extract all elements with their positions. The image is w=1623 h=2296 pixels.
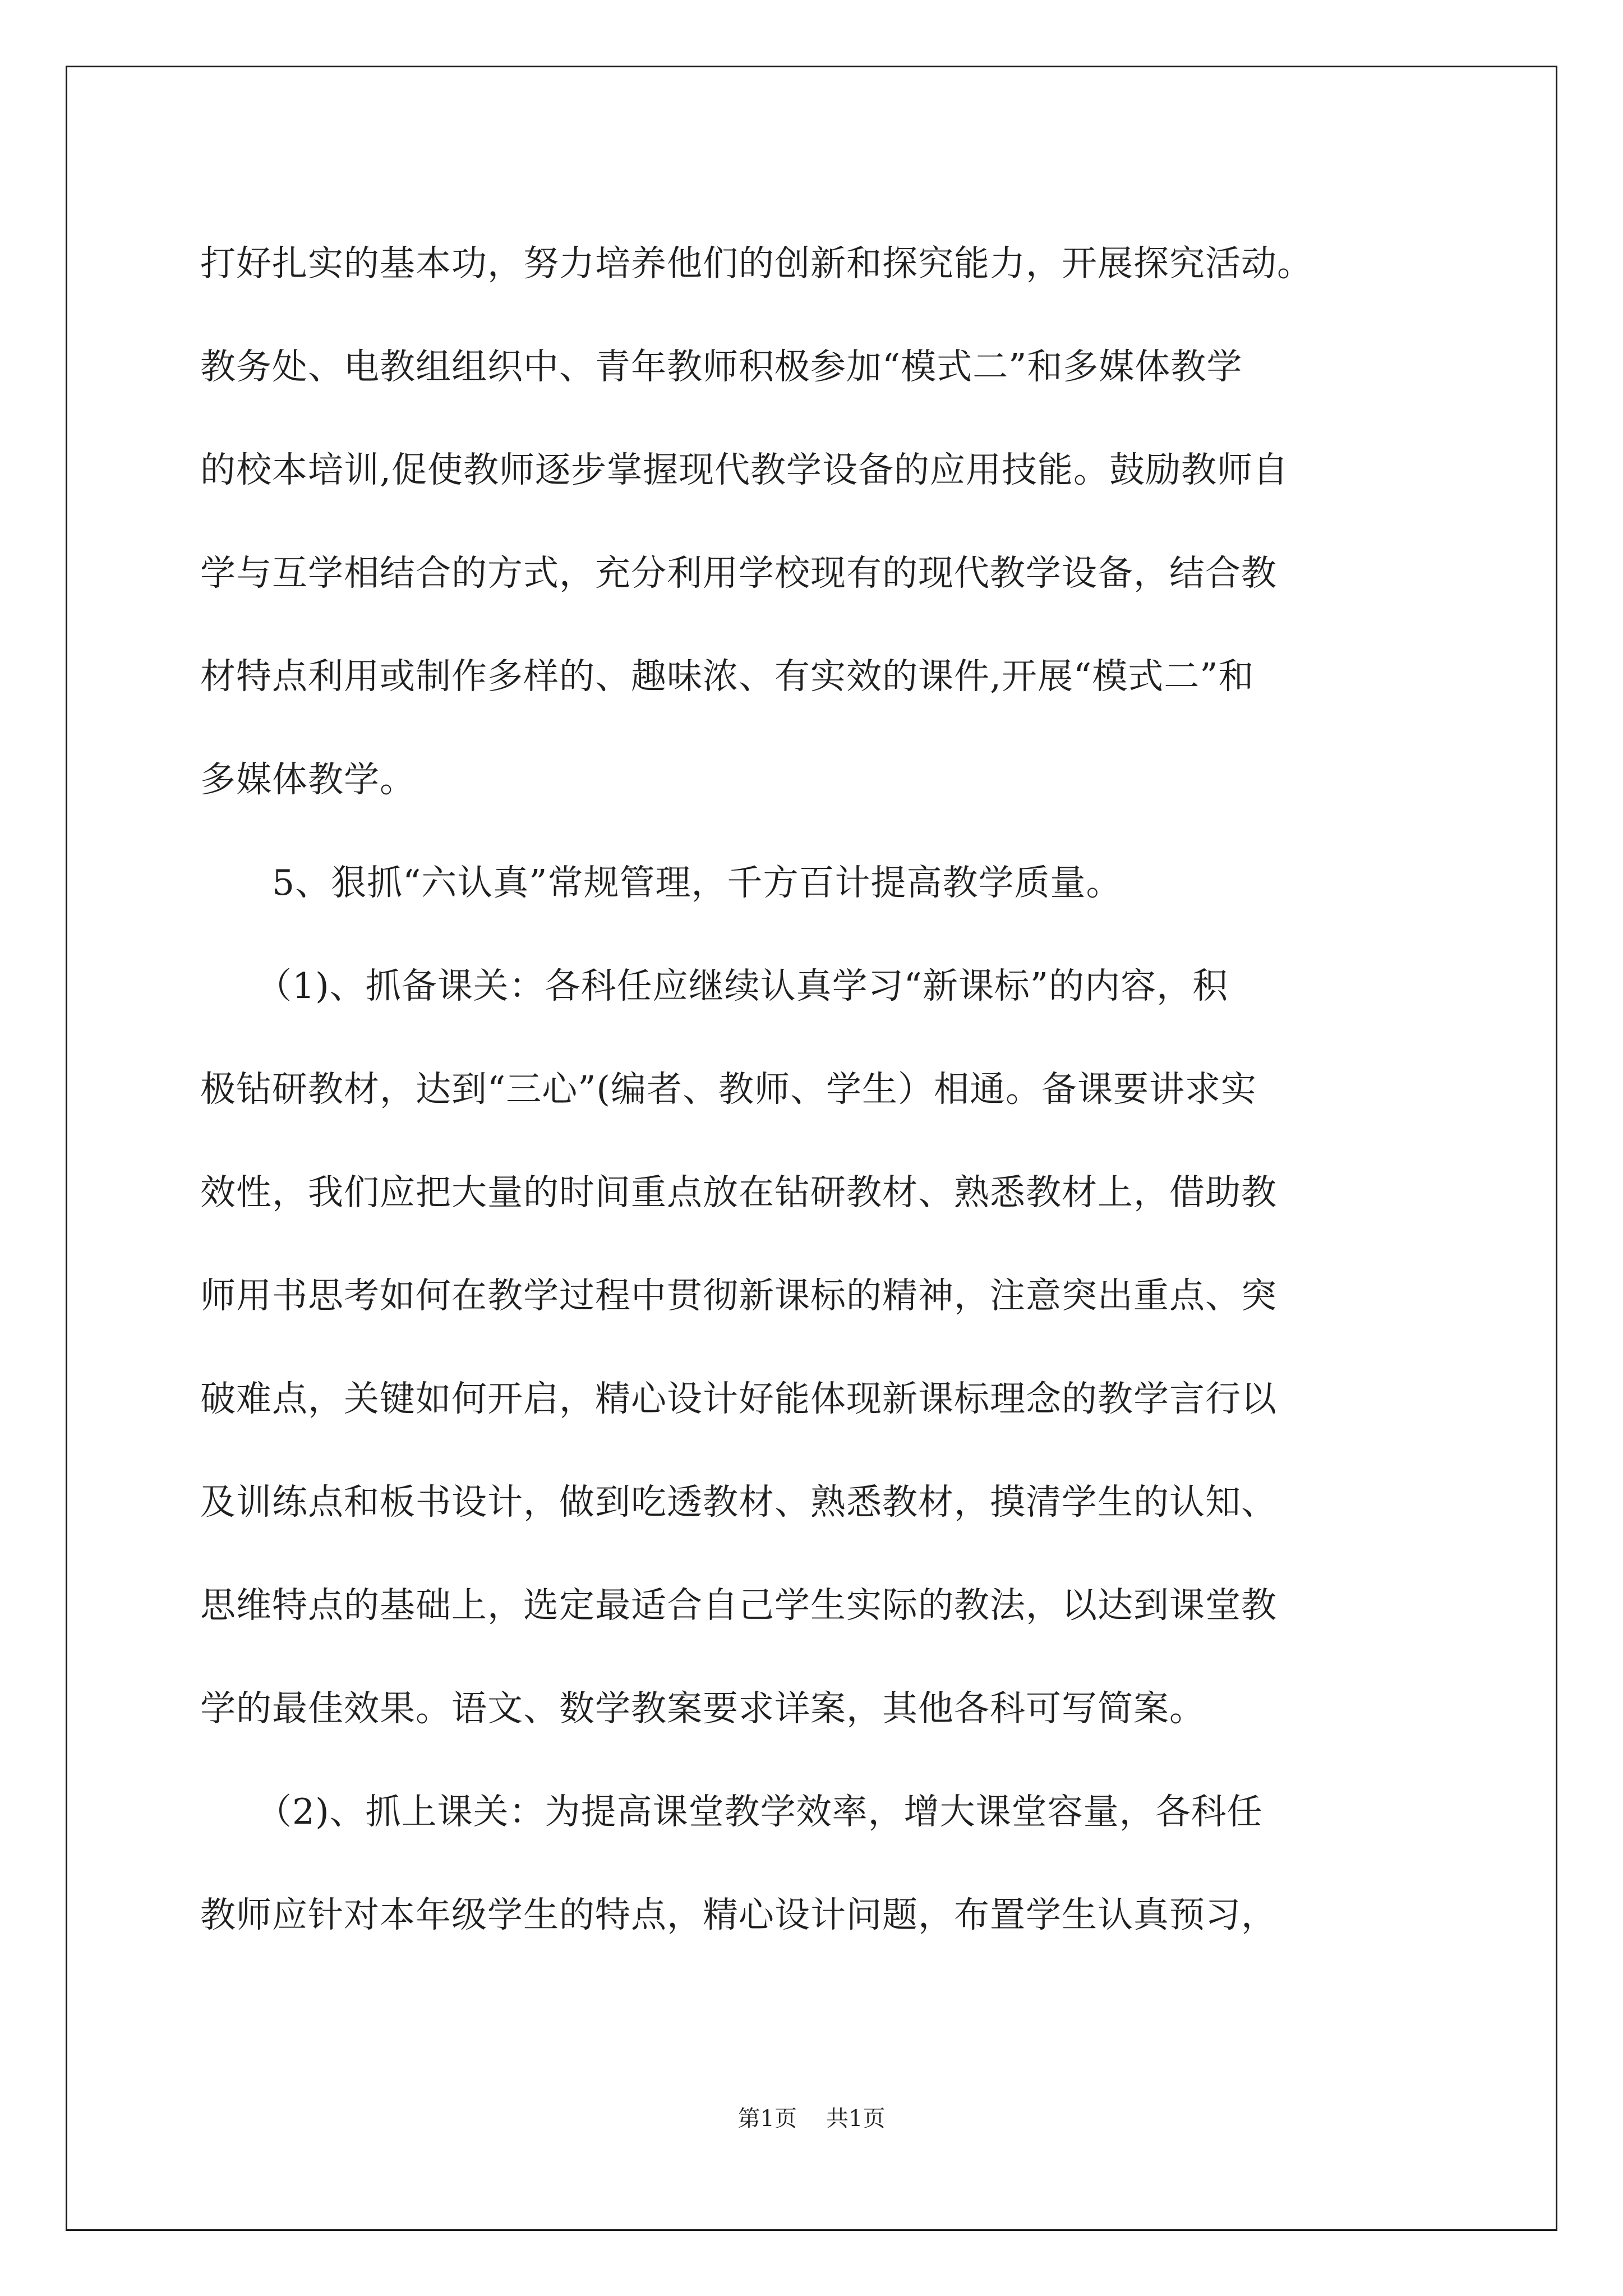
page-footer <box>0 2101 1623 2133</box>
body-line: 思维特点的基础上，选定最适合自己学生实际的教法，以达到课堂教 <box>200 1585 1277 1626</box>
section-heading: 5、狠抓“六认真”常规管理，千方百计提高教学质量。 <box>272 862 1122 903</box>
body-line: 学的最佳效果。语文、数学教案要求详案，其他各科可写简案。 <box>200 1688 1205 1729</box>
body-line: 师用书思考如何在教学过程中贯彻新课标的精神，注意突出重点、突 <box>200 1275 1277 1316</box>
body-line: 教务处、电教组组织中、青年教师积极参加“模式二”和多媒体教学 <box>200 346 1243 387</box>
paragraph-start: （2)、抓上课关：为提高课堂教学效率，增大课堂容量，各科任 <box>256 1791 1263 1832</box>
body-line: 打好扎实的基本功，努力培养他们的创新和探究能力，开展探究活动。 <box>200 243 1313 284</box>
body-line: 学与互学相结合的方式，充分利用学校现有的现代教学设备，结合教 <box>200 553 1277 593</box>
body-line: 极钻研教材，达到“三心”(编者、教师、学生）相通。备课要讲求实 <box>200 1069 1257 1110</box>
document-body <box>200 212 1462 1967</box>
body-line: 及训练点和板书设计，做到吃透教材、熟悉教材，摸清学生的认知、 <box>200 1481 1277 1522</box>
page-number: 第1页 <box>737 2106 797 2132</box>
page-total: 共1页 <box>826 2106 886 2132</box>
body-line: 的校本培训,促使教师逐步掌握现代教学设备的应用技能。鼓励教师自 <box>200 449 1289 490</box>
body-line: 材特点利用或制作多样的、趣味浓、有实效的课件,开展“模式二”和 <box>200 656 1255 697</box>
body-line: 效性，我们应把大量的时间重点放在钻研教材、熟悉教材上，借助教 <box>200 1172 1277 1213</box>
paragraph-start: （1)、抓备课关：各科任应继续认真学习“新课标”的内容，积 <box>256 965 1229 1006</box>
body-line: 教师应针对本年级学生的特点，精心设计问题，布置学生认真预习， <box>200 1894 1277 1935</box>
body-line: 多媒体教学。 <box>200 759 416 800</box>
body-line: 破难点，关键如何开启，精心设计好能体现新课标理念的教学言行以 <box>200 1378 1277 1419</box>
